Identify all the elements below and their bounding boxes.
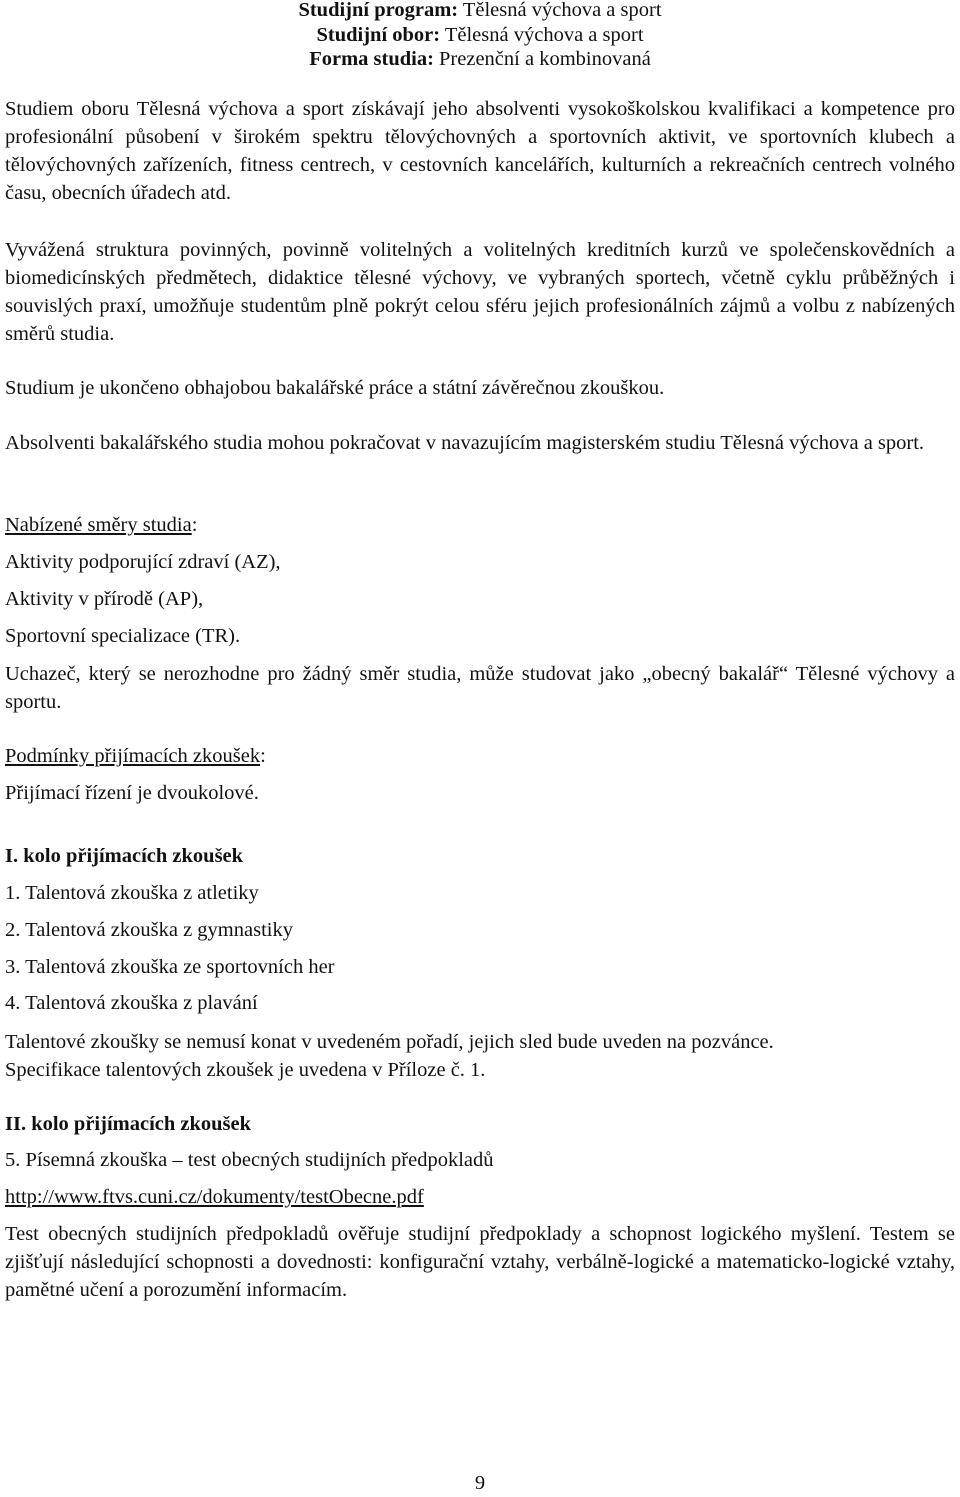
test-document-link[interactable]: http://www.ftvs.cuni.cz/dokumenty/testObecne.pdf [5,1186,424,1208]
study-field-label: Studijní obor: [316,23,441,46]
round1-item: 2. Talentová zkouška z gymnastiky [5,919,293,941]
applicant-paragraph: Uchazeč, který se nerozhodne pro žádný směr studia, může studovat jako „obecný bakalář“ Tělesné výchovy a sportu. [5,663,955,713]
conditions-text: Přijímací řízení je dvoukolové. [5,782,259,804]
round1-item: 3. Talentová zkouška ze sportovních her [5,956,335,978]
round1-item: 4. Talentová zkouška z plavání [5,992,258,1014]
document-page [5,0,955,1301]
round1-heading: I. kolo přijímacích zkoušek [5,845,244,867]
study-form-line [5,47,955,72]
round2-description: Test obecných studijních předpokladů ověřuje studijní předpoklady a schopnost logického myšlení. Testem se zjišťují následující schopnosti a dovednosti: konfigurační vztahy, verbálně-logické a matematicko-logické vztahy, pamětné učení a porozumění informacím. [5,1223,955,1301]
round2-item: 5. Písemná zkouška – test obecných studijních předpokladů [5,1149,494,1171]
conditions-heading: Podmínky přijímacích zkoušek: [5,745,266,767]
study-program-line [5,0,955,23]
graduates-paragraph: Absolventi bakalářského studia mohou pokračovat v navazujícím magisterském studiu Tělesná výchova a sport. [5,432,925,454]
study-program-label: Studijní program: [298,0,459,21]
study-program-value: Tělesná výchova a sport [458,0,662,21]
document-header [5,0,955,72]
direction-item: Sportovní specializace (TR). [5,625,241,647]
intro-paragraph: Studiem oboru Tělesná výchova a sport získávají jeho absolventi vysokoškolskou kvalifikaci a kompetence pro profesionální působení v širokém spektru tělovýchovných a sportovních aktivit, ve sportovních klubech a tělovýchovných zařízeních, fitness centrech, v cestovních kancelářích, kulturních a rekreačních centrech volného času, obecních úřadech atd. [5,98,955,204]
round1-note: Specifikace talentových zkoušek je uvedena v Příloze č. 1. [5,1059,486,1081]
directions-heading: Nabízené směry studia: [5,514,198,536]
round2-heading: II. kolo přijímacích zkoušek [5,1113,252,1135]
round1-note: Talentové zkoušky se nemusí konat v uvedeném pořadí, jejich sled bude uveden na pozvánce. [5,1031,774,1053]
study-form-value: Prezenční a kombinovaná [433,48,651,70]
study-field-value: Tělesná výchova a sport [440,23,644,46]
structure-paragraph: Vyvážená struktura povinných, povinně volitelných a volitelných kreditních kurzů ve společenskovědních a biomedicínských předmětech, didaktice tělesné výchovy, ve vybraných sportech, včetně cyklu průběžných i souvislých praxí, umožňuje studentům plně pokrýt celou sféru jejich profesionálních zájmů a volbu z nabízených směrů studia. [5,239,955,345]
direction-item: Aktivity v přírodě (AP), [5,588,204,610]
round1-item: 1. Talentová zkouška z atletiky [5,882,259,904]
study-form-label: Forma studia: [309,48,434,70]
direction-item: Aktivity podporující zdraví (AZ), [5,551,281,573]
completion-paragraph: Studium je ukončeno obhajobou bakalářské práce a státní závěrečnou zkouškou. [5,377,665,399]
study-field-line [5,23,955,48]
page-number: 9 [474,1472,486,1494]
